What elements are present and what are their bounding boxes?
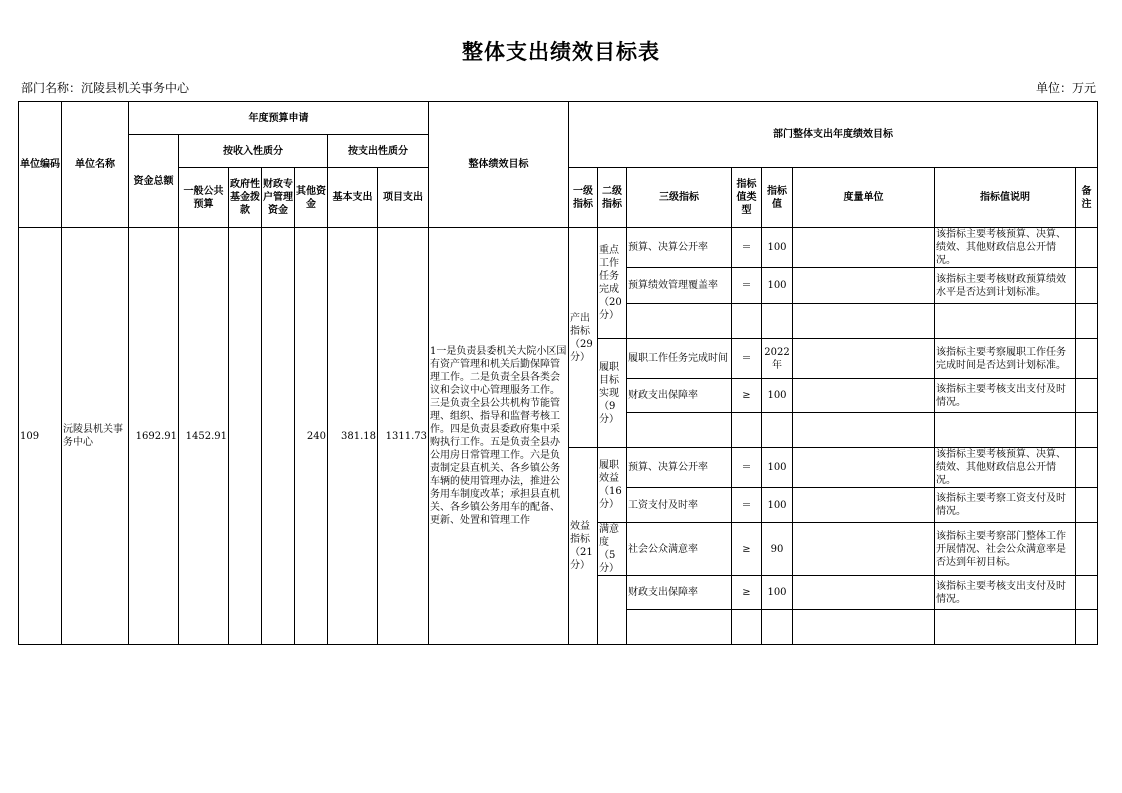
value-type-cell — [732, 413, 762, 448]
unit-cell — [793, 610, 935, 645]
header-value-type: 指标值类型 — [732, 168, 762, 228]
value-cell: 100 — [762, 448, 793, 488]
header-unit-code: 单位编码 — [19, 102, 62, 228]
description-cell: 该指标主要考核支出支付及时情况。 — [935, 576, 1076, 610]
project-expense-cell: 1311.73 — [378, 228, 429, 645]
special-fund-cell — [262, 228, 295, 645]
header-level3: 三级指标 — [627, 168, 732, 228]
header-other-fund: 其他资金 — [295, 168, 328, 228]
header-by-income: 按收入性质分 — [179, 135, 328, 168]
unit-code-cell: 109 — [19, 228, 62, 645]
header-description: 指标值说明 — [935, 168, 1076, 228]
level2-satisfaction-cell: 满意度（5分） — [598, 523, 627, 576]
header-remarks: 备注 — [1076, 168, 1098, 228]
value-cell: 2022年 — [762, 339, 793, 379]
level3-cell: 财政支出保障率 — [627, 576, 732, 610]
other-fund-cell: 240 — [295, 228, 328, 645]
header-by-expense: 按支出性质分 — [328, 135, 429, 168]
remarks-cell — [1076, 339, 1098, 379]
header-project-expense: 项目支出 — [378, 168, 429, 228]
value-type-cell: ＝ — [732, 228, 762, 268]
level3-cell: 预算、决算公开率 — [627, 448, 732, 488]
header-overall-goal: 整体绩效目标 — [429, 102, 569, 228]
header-unit-name: 单位名称 — [62, 102, 129, 228]
page-title: 整体支出绩效目标表 — [462, 40, 660, 64]
value-type-cell: ＝ — [732, 448, 762, 488]
header-unit: 度量单位 — [793, 168, 935, 228]
description-cell — [935, 304, 1076, 339]
overall-goal-cell: 1一是负责县委机关大院小区国有资产管理和机关后勤保障管理工作。二是负责全县各类会议和会议中心管理服务工作。三是负责全县公共机构节能管理、组织、指导和监督考核工作。四是负责县委政府集中采购执行工作。五是负责全县办公用房日常管理工作。六是负责制定县直机关、各乡镇公务车辆的使用管理办法，推进公务用车制度改革；承担县直机关、各乡镇公务用车的配备、更新、处置和管理工作 — [429, 228, 569, 645]
value-type-cell — [732, 304, 762, 339]
header-annual-budget: 年度预算申请 — [129, 102, 429, 135]
unit-cell — [793, 228, 935, 268]
header-basic-expense: 基本支出 — [328, 168, 378, 228]
level2-duty-goal-cell: 履职目标实现（9分） — [598, 339, 627, 448]
level1-output-cell: 产出指标（29分） — [569, 228, 598, 448]
unit-cell — [793, 339, 935, 379]
level1-effect-cell: 效益指标（21分） — [569, 448, 598, 645]
description-cell: 该指标主要考核预算、决算、绩效、其他财政信息公开情况。 — [935, 448, 1076, 488]
level3-cell: 工资支付及时率 — [627, 488, 732, 523]
performance-table — [18, 101, 1098, 645]
remarks-cell — [1076, 610, 1098, 645]
gov-fund-cell — [229, 228, 262, 645]
remarks-cell — [1076, 228, 1098, 268]
header-dept-goal: 部门整体支出年度绩效目标 — [569, 102, 1098, 168]
remarks-cell — [1076, 413, 1098, 448]
value-cell: 100 — [762, 379, 793, 413]
unit-cell — [793, 488, 935, 523]
value-cell: 100 — [762, 576, 793, 610]
description-cell: 该指标主要考核预算、决算、绩效、其他财政信息公开情况。 — [935, 228, 1076, 268]
unit-of-measure: 单位：万元 — [1035, 81, 1096, 95]
value-type-cell — [732, 610, 762, 645]
value-type-cell: ＝ — [732, 339, 762, 379]
basic-expense-cell: 381.18 — [328, 228, 378, 645]
value-type-cell: ≥ — [732, 576, 762, 610]
header-level1: 一级指标 — [569, 168, 598, 228]
header-general-budget: 一般公共预算 — [179, 168, 229, 228]
unit-cell — [793, 413, 935, 448]
remarks-cell — [1076, 268, 1098, 304]
description-cell: 该指标主要考核财政预算绩效水平是否达到计划标准。 — [935, 268, 1076, 304]
level3-cell: 预算绩效管理覆盖率 — [627, 268, 732, 304]
header-gov-fund: 政府性基金拨款 — [229, 168, 262, 228]
general-budget-cell: 1452.91 — [179, 228, 229, 645]
level3-cell: 履职工作任务完成时间 — [627, 339, 732, 379]
value-cell: 100 — [762, 268, 793, 304]
unit-cell — [793, 379, 935, 413]
remarks-cell — [1076, 488, 1098, 523]
value-type-cell: ≥ — [732, 379, 762, 413]
unit-cell — [793, 304, 935, 339]
department-name: 部门名称：沉陵县机关事务中心 — [21, 81, 190, 95]
remarks-cell — [1076, 448, 1098, 488]
level3-cell: 社会公众满意率 — [627, 523, 732, 576]
value-cell — [762, 304, 793, 339]
value-cell: 90 — [762, 523, 793, 576]
value-type-cell: ＝ — [732, 268, 762, 304]
level2-key-task-cell: 重点工作任务完成（20分） — [598, 228, 627, 339]
level2-duty-effect-cell: 履职效益（16分） — [598, 448, 627, 523]
description-cell — [935, 413, 1076, 448]
unit-cell — [793, 268, 935, 304]
level2-empty-cell — [598, 576, 627, 645]
header-value: 指标值 — [762, 168, 793, 228]
description-cell — [935, 610, 1076, 645]
header-total-funds: 资金总额 — [129, 135, 179, 228]
header-special-fund: 财政专户管理资金 — [262, 168, 295, 228]
level3-cell: 财政支出保障率 — [627, 379, 732, 413]
value-cell — [762, 413, 793, 448]
value-type-cell: ≥ — [732, 523, 762, 576]
level3-cell: 预算、决算公开率 — [627, 228, 732, 268]
value-cell: 100 — [762, 228, 793, 268]
description-cell: 该指标主要考察工资支付及时情况。 — [935, 488, 1076, 523]
level3-cell — [627, 610, 732, 645]
unit-cell — [793, 523, 935, 576]
description-cell: 该指标主要考察履职工作任务完成时间是否达到计划标准。 — [935, 339, 1076, 379]
value-cell — [762, 610, 793, 645]
value-cell: 100 — [762, 488, 793, 523]
value-type-cell: ＝ — [732, 488, 762, 523]
total-funds-cell: 1692.91 — [129, 228, 179, 645]
level3-cell — [627, 413, 732, 448]
level3-cell — [627, 304, 732, 339]
remarks-cell — [1076, 379, 1098, 413]
description-cell: 该指标主要考核支出支付及时情况。 — [935, 379, 1076, 413]
unit-cell — [793, 448, 935, 488]
remarks-cell — [1076, 304, 1098, 339]
description-cell: 该指标主要考察部门整体工作开展情况、社会公众满意率是否达到年初目标。 — [935, 523, 1076, 576]
unit-name-cell: 沅陵县机关事务中心 — [62, 228, 129, 645]
unit-cell — [793, 576, 935, 610]
header-level2: 二级指标 — [598, 168, 627, 228]
remarks-cell — [1076, 576, 1098, 610]
remarks-cell — [1076, 523, 1098, 576]
